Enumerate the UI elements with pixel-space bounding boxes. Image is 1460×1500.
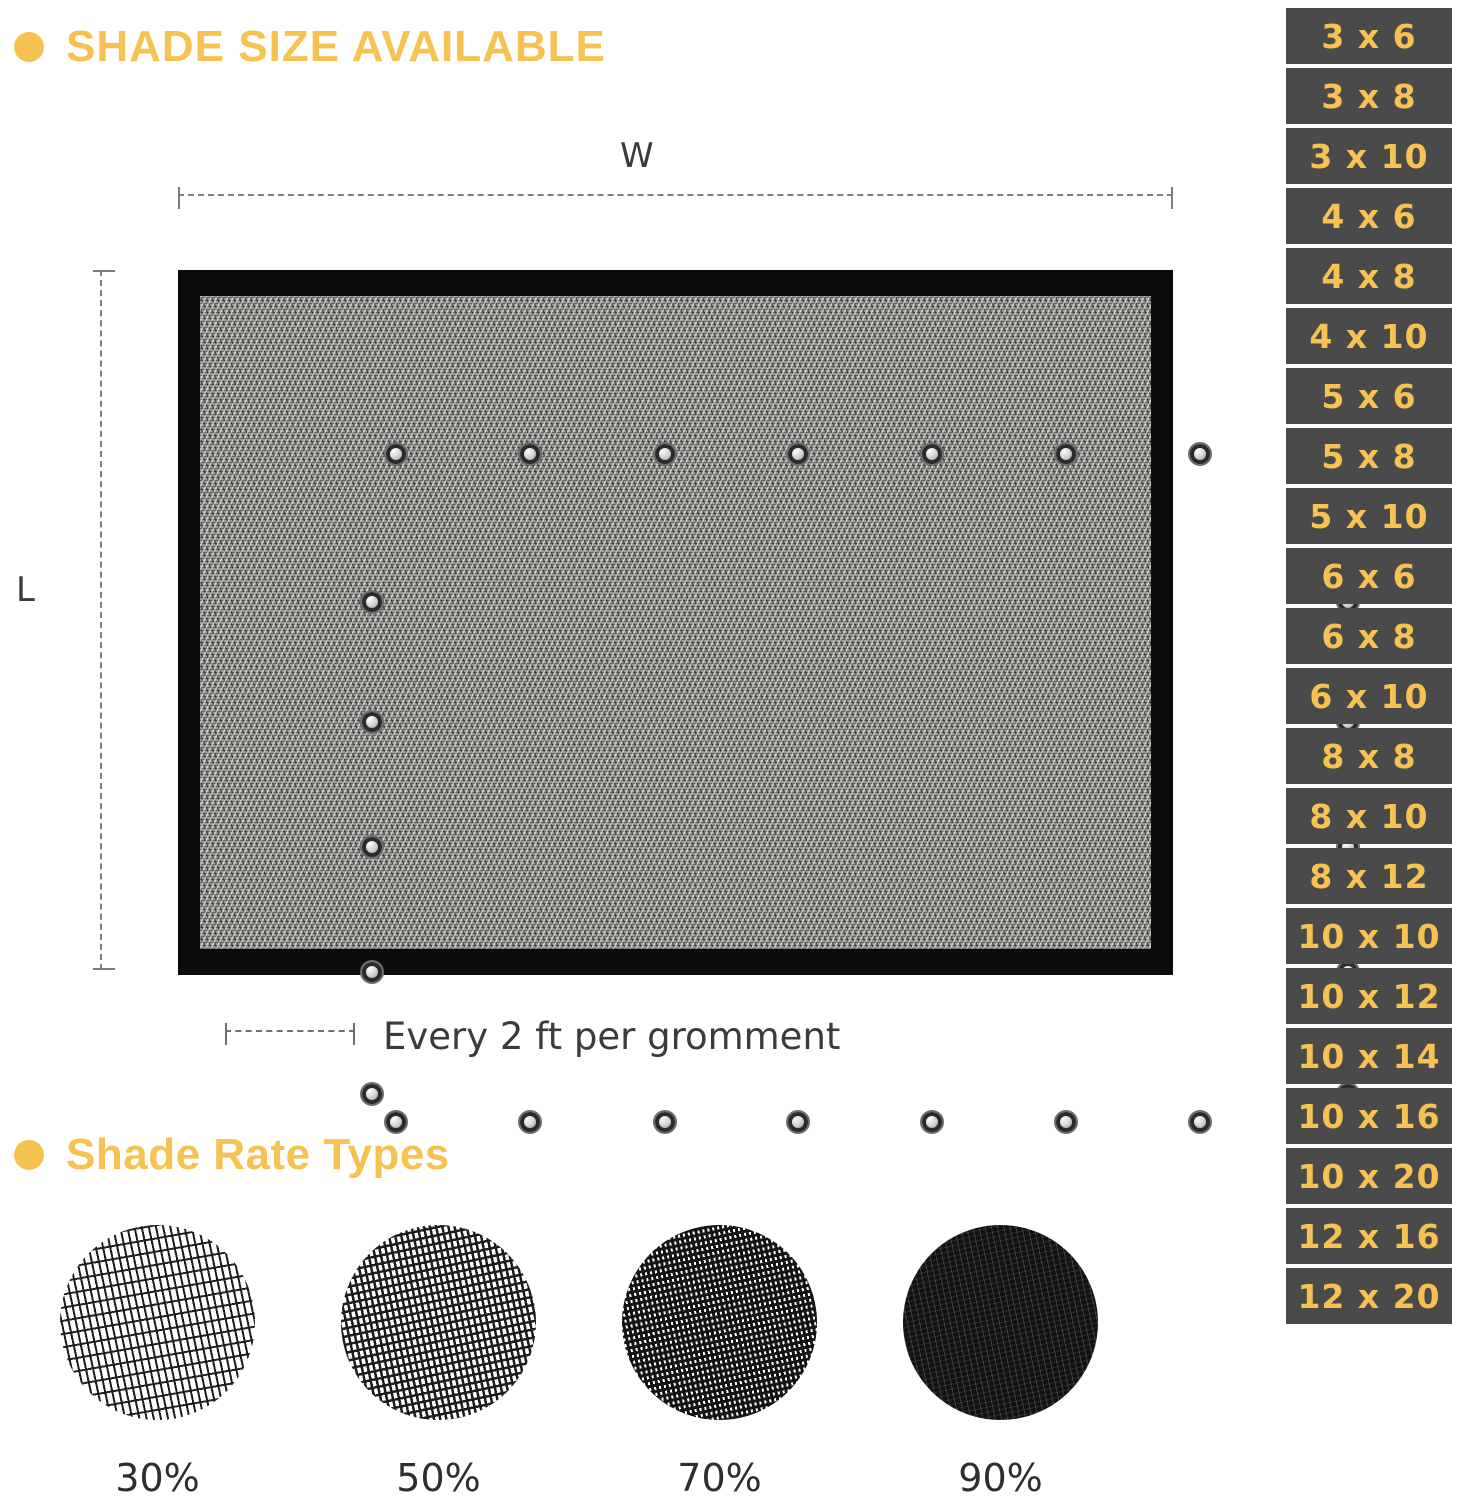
size-chip: 10 x 20 xyxy=(1286,1148,1452,1204)
mesh-70-swatch xyxy=(622,1225,817,1420)
width-dimension-label: W xyxy=(620,136,654,176)
grommet-spacing-dimension-line xyxy=(225,1030,355,1044)
size-chip: 3 x 10 xyxy=(1286,128,1452,184)
grommet xyxy=(786,1110,810,1134)
size-chip: 5 x 10 xyxy=(1286,488,1452,544)
length-dimension-label: L xyxy=(16,570,35,610)
grommet xyxy=(920,442,944,466)
grommet xyxy=(1188,442,1212,466)
grommet xyxy=(1188,1110,1212,1134)
size-chip: 4 x 6 xyxy=(1286,188,1452,244)
grommet xyxy=(920,1110,944,1134)
mesh-50-swatch xyxy=(341,1225,536,1420)
size-chip: 3 x 8 xyxy=(1286,68,1452,124)
shade-rate-item xyxy=(903,1225,1098,1500)
grommet xyxy=(360,835,384,859)
available-sizes-list xyxy=(1286,8,1452,1324)
size-chip: 6 x 6 xyxy=(1286,548,1452,604)
grommet xyxy=(653,1110,677,1134)
shade-rate-swatch-row xyxy=(60,1225,1120,1500)
size-chip: 6 x 10 xyxy=(1286,668,1452,724)
grommet xyxy=(786,442,810,466)
grommet-spacing-note xyxy=(225,1015,840,1058)
grommet xyxy=(518,442,542,466)
shade-rate-item xyxy=(622,1225,817,1500)
size-chip: 10 x 10 xyxy=(1286,908,1452,964)
size-chip: 5 x 6 xyxy=(1286,368,1452,424)
grommet xyxy=(384,442,408,466)
grommet xyxy=(360,1082,384,1106)
grommet xyxy=(653,442,677,466)
size-chip: 12 x 20 xyxy=(1286,1268,1452,1324)
shade-size-diagram xyxy=(0,110,1290,1090)
size-chip: 8 x 10 xyxy=(1286,788,1452,844)
shade-rate-label: 30% xyxy=(115,1456,200,1500)
shade-rate-label: 70% xyxy=(677,1456,762,1500)
grommet xyxy=(360,710,384,734)
shade-rate-item xyxy=(341,1225,536,1500)
size-chip: 8 x 8 xyxy=(1286,728,1452,784)
length-dimension-line xyxy=(100,270,114,970)
size-chip: 5 x 8 xyxy=(1286,428,1452,484)
bullet-icon xyxy=(14,1140,44,1170)
mesh-30-swatch xyxy=(60,1225,255,1420)
shade-rate-section-heading xyxy=(14,1130,450,1180)
shade-cloth xyxy=(178,270,1173,975)
size-chip: 4 x 10 xyxy=(1286,308,1452,364)
bullet-icon xyxy=(14,32,44,62)
grommet xyxy=(360,960,384,984)
size-chip: 3 x 6 xyxy=(1286,8,1452,64)
mesh-90-swatch xyxy=(903,1225,1098,1420)
size-chip: 8 x 12 xyxy=(1286,848,1452,904)
grommet xyxy=(1054,442,1078,466)
shade-size-heading-label: SHADE SIZE AVAILABLE xyxy=(66,22,606,71)
size-chip: 10 x 14 xyxy=(1286,1028,1452,1084)
size-chip: 10 x 16 xyxy=(1286,1088,1452,1144)
size-chip: 10 x 12 xyxy=(1286,968,1452,1024)
grommet xyxy=(360,590,384,614)
shade-size-section-heading xyxy=(14,22,606,72)
shade-rate-label: 90% xyxy=(958,1456,1043,1500)
size-chip: 4 x 8 xyxy=(1286,248,1452,304)
shade-mesh-fabric xyxy=(200,296,1151,949)
size-chip: 12 x 16 xyxy=(1286,1208,1452,1264)
grommet xyxy=(518,1110,542,1134)
grommet xyxy=(1054,1110,1078,1134)
width-dimension-line xyxy=(178,194,1173,208)
grommet-spacing-label: Every 2 ft per gromment xyxy=(383,1015,841,1058)
shade-rate-label: 50% xyxy=(396,1456,481,1500)
size-chip: 6 x 8 xyxy=(1286,608,1452,664)
shade-rate-item xyxy=(60,1225,255,1500)
shade-rate-heading-label: Shade Rate Types xyxy=(66,1130,450,1179)
